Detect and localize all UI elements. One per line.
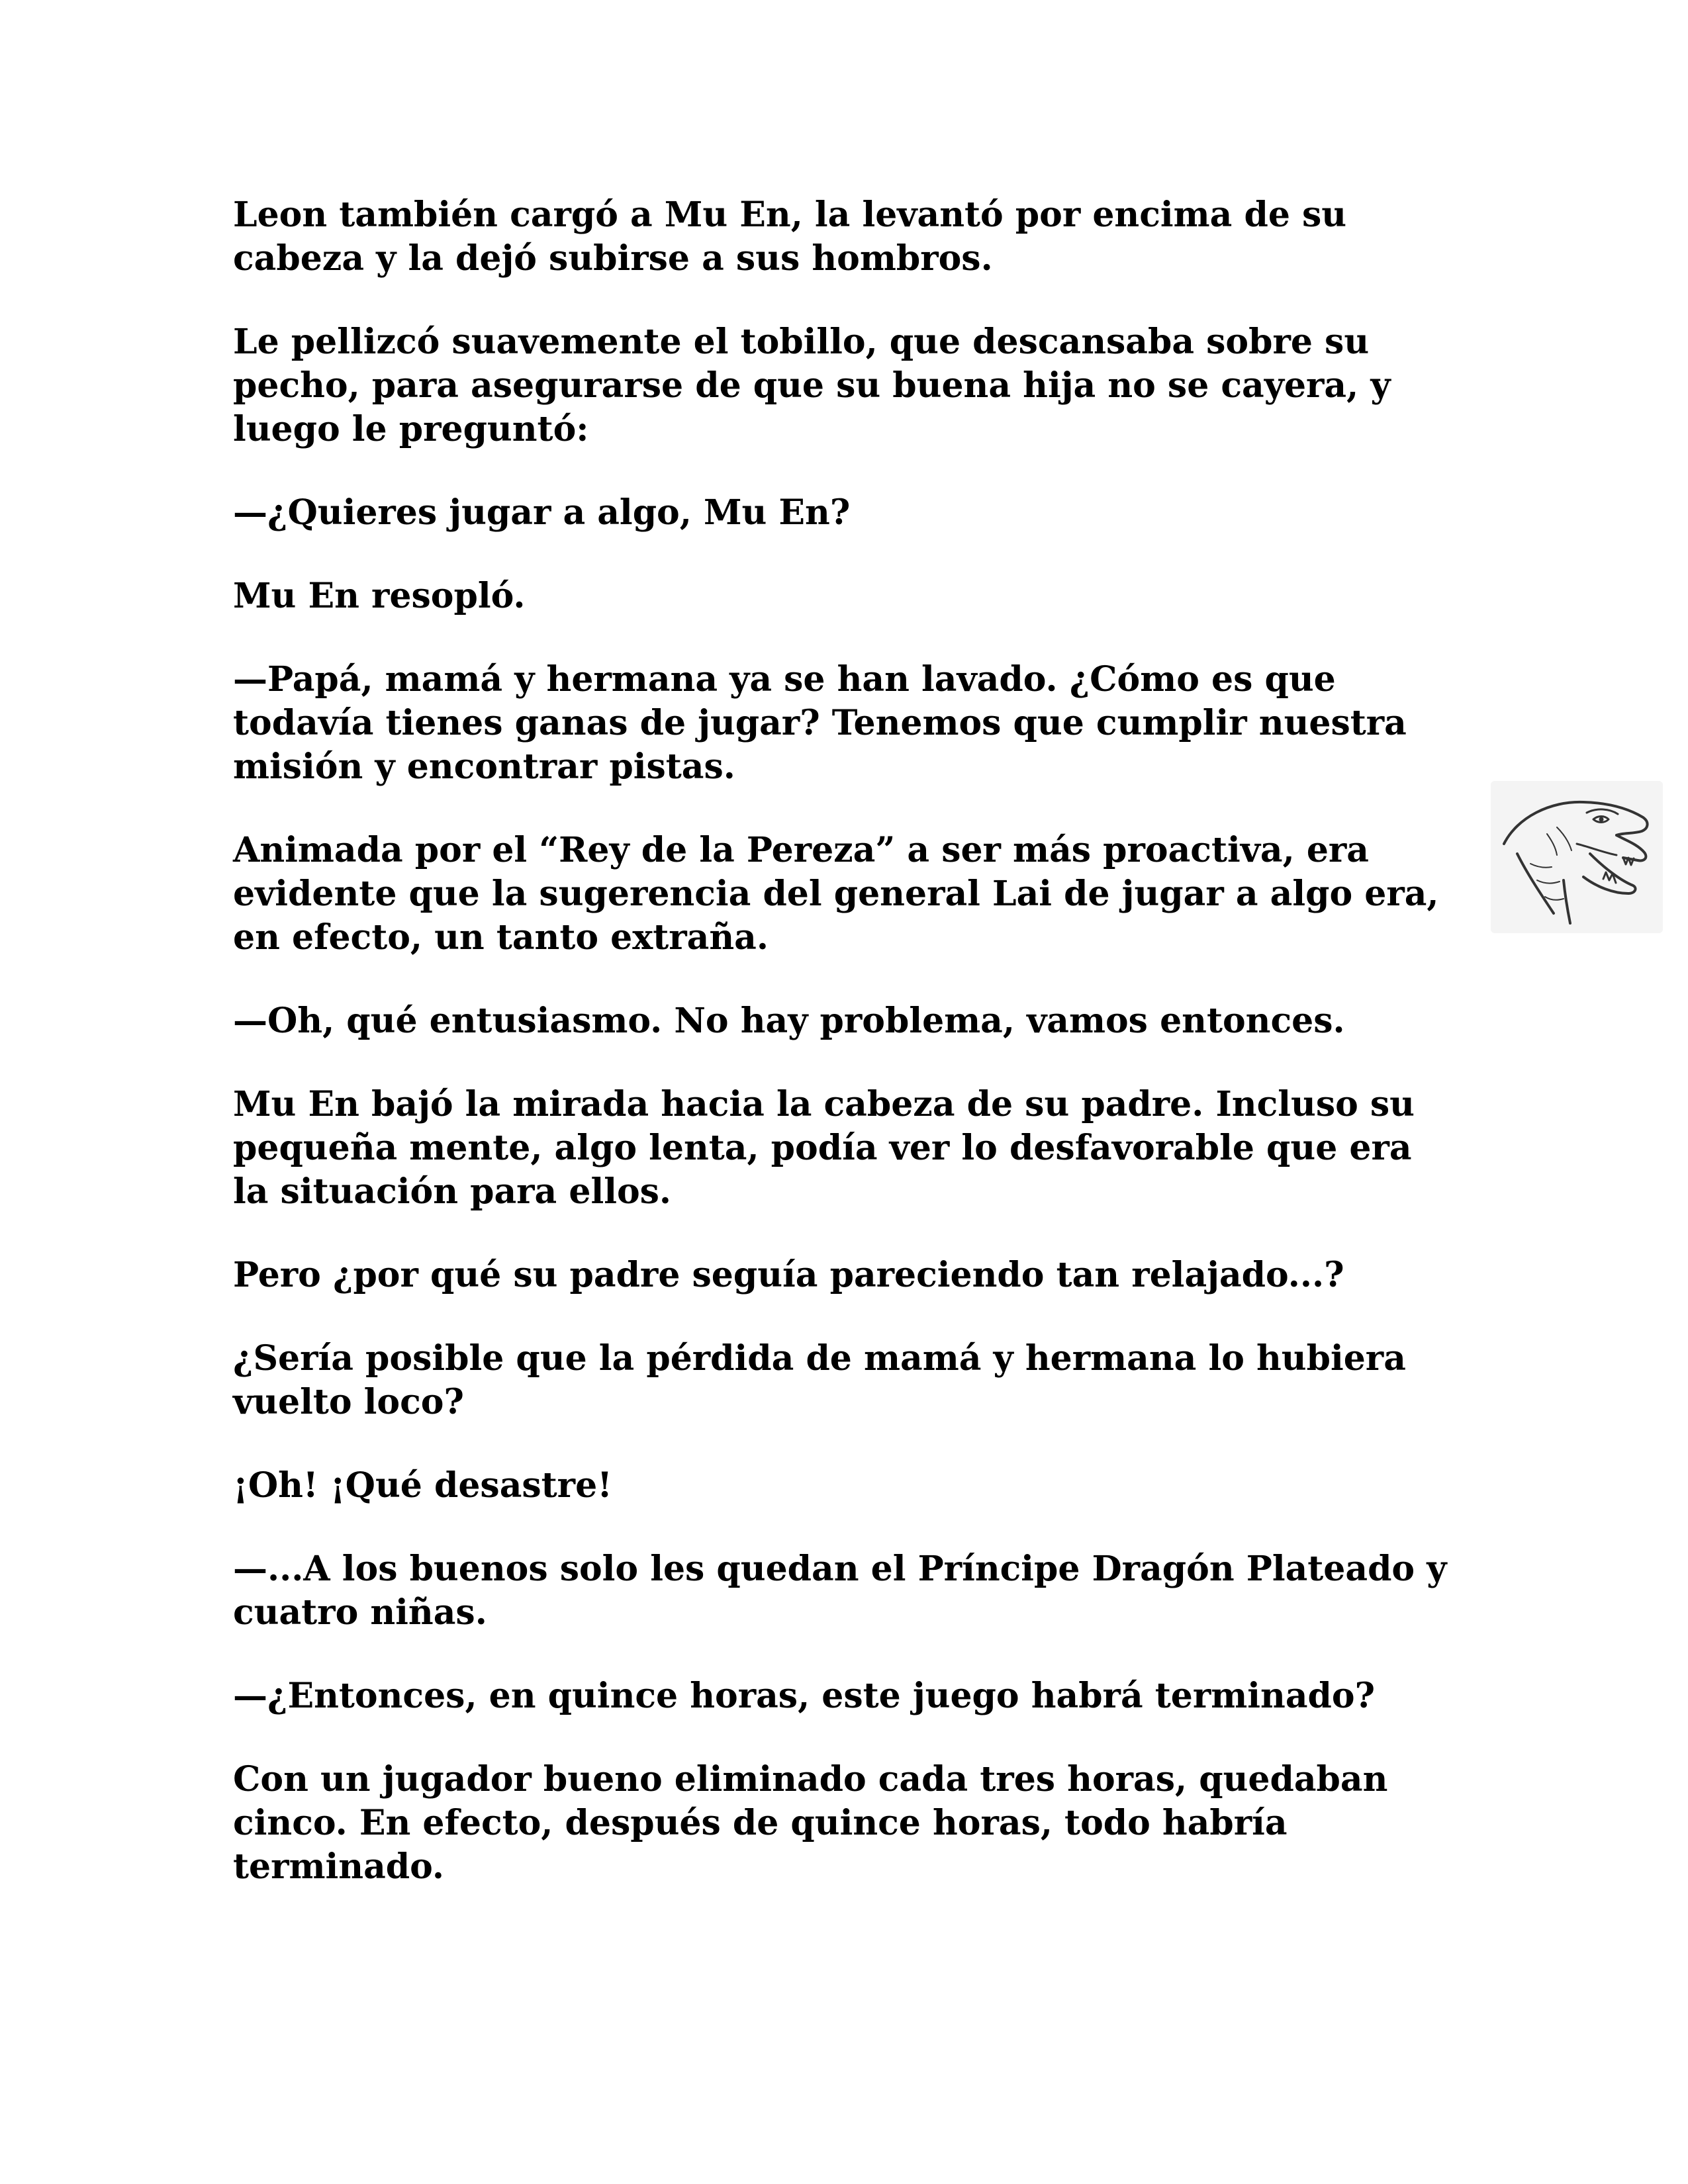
paragraph-3: —¿Quieres jugar a algo, Mu En? [233,492,851,533]
paragraph-10: ¿Sería posible que la pérdida de mamá y hermana lo hubiera vuelto loco? [233,1338,1406,1422]
paragraph-12: —...A los buenos solo les quedan el Príncipe Dragón Plateado y cuatro niñas. [233,1549,1447,1633]
paragraph-2: Le pellizcó suavemente el tobillo, que descansaba sobre su pecho, para asegurarse de que su buena hija no se cayera, y luego le preguntó: [233,322,1391,449]
paragraph-5: —Papá, mamá y hermana ya se han lavado. ¿Cómo es que todavía tienes ganas de jugar? Tenemos que cumplir nuestra misión y encontrar pistas. [233,659,1407,787]
paragraph-4: Mu En resopló. [233,576,526,616]
paragraph-7: —Oh, qué entusiasmo. No hay problema, vamos entonces. [233,1001,1345,1041]
paragraph-13: —¿Entonces, en quince horas, este juego habrá terminado? [233,1676,1376,1716]
paragraph-6: Animada por el “Rey de la Pereza” a ser más proactiva, era evidente que la sugerencia del general Lai de jugar a algo era, en efecto, un tanto extraña. [233,830,1439,958]
dinosaur-sketch-icon [1491,781,1663,933]
document-body [233,193,1477,1929]
paragraph-1: Leon también cargó a Mu En, la levantó por encima de su cabeza y la dejó subirse a sus hombros. [233,195,1347,279]
paragraph-8: Mu En bajó la mirada hacia la cabeza de su padre. Incluso su pequeña mente, algo lenta, podía ver lo desfavorable que era la situación para ellos. [233,1084,1415,1212]
paragraph-14: Con un jugador bueno eliminado cada tres horas, quedaban cinco. En efecto, después de quince horas, todo habría terminado. [233,1759,1388,1887]
paragraph-9: Pero ¿por qué su padre seguía pareciendo tan relajado...? [233,1255,1344,1295]
paragraph-11: ¡Oh! ¡Qué desastre! [233,1465,612,1506]
